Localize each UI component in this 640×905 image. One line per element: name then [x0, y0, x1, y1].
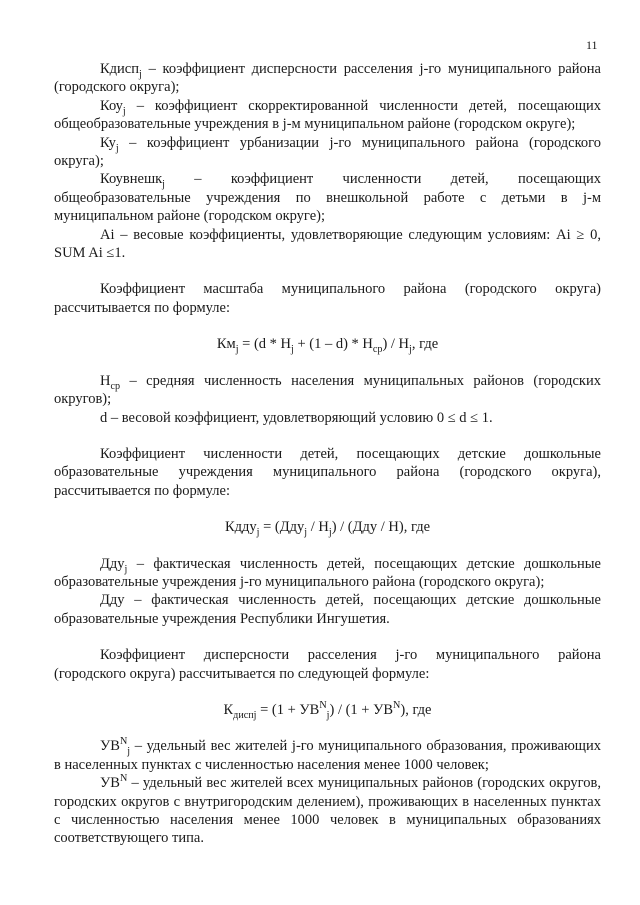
- definition-adjusted-count: Коу$_j$ – коэффициент скорректированной численности детей, посещающих общеобразовательные учреждения в j-м муниципальном районе (городском округе);: [54, 97, 601, 133]
- definition-dispersion: Кдисп$_j$ – коэффициент дисперсности расселения j-го муниципального района (городского округа);: [54, 61, 601, 96]
- formula-preschool: Кддy$_j$ = $(Дду_j / Н_j) / (Дду / Н)$, где: [224, 519, 431, 539]
- definition-share-all: $УВ^N$ – удельный вес жителей всех муниципальных районов (городских округов, городских округов с внутригородским делением), проживающих в населенных пунктах с численностью населения менее 1000 человек в муниципальных образованиях соответствующего типа.: [54, 773, 601, 847]
- page-number: 11: [586, 38, 598, 52]
- paragraph-scale-coefficient: Коэффициент масштаба муниципального района (городского округа) рассчитывается по формуле:: [54, 281, 601, 316]
- definition-average-population: $Н_{ср}$ – средняя численность населения муниципальных районов (городских округов);: [54, 372, 601, 408]
- definition-share-j: $УВ^N_j$ – удельный вес жителей j-го муниципального образования, проживающих в населенных пунктах с численностью населения менее 1000 человек;: [54, 736, 601, 773]
- formula-scale: $Км_j = (d * Н_j + (1 - d) * Н_{ср}) / Н_j$, где: [216, 336, 439, 356]
- definition-urbanization: $Ку_j$ – коэффициент урбанизации j-го муниципального района (городского округа);: [54, 134, 601, 170]
- definition-preschool-republic: Дду – фактическая численность детей, посещающих детские дошкольные образовательные учреждения Республики Ингушетия.: [54, 592, 601, 627]
- definition-preschool-j: Дду$_j$ – фактическая численность детей, посещающих детские дошкольные образовательные учреждения j-го муниципального района (городского округа);: [54, 555, 601, 590]
- definition-weights: Ai – весовые коэффициенты, удовлетворяющие следующим условиям: Ai ≥ 0, SUM Ai ≤1.: [54, 226, 601, 262]
- definition-d-weight: d – весовой коэффициент, удовлетворяющий условию 0 ≤ d ≤ 1.: [100, 409, 493, 426]
- definitions-block-1: [54, 60, 601, 262]
- document-body: [54, 60, 601, 848]
- formula-dispersion: $К_{диспj} = (1 + УВ^N_j) / (1 + УВ^N)$, где: [223, 700, 432, 721]
- paragraph-dispersion-coefficient: Коэффициент дисперсности расселения j-го муниципального района (городского округа) рассчитывается по следующей формуле:: [54, 647, 601, 682]
- definition-extracurricular: Коувнешк$_j$ – коэффициент численности детей, посещающих общеобразовательные учреждения по внешкольной работе с детьми в j-м муниципальном районе (городском округе);: [54, 171, 601, 225]
- paragraph-preschool-coefficient: Коэффициент численности детей, посещающих детские дошкольные образовательные учреждения муниципального района (городского округа), рассчитывается по формуле:: [54, 445, 601, 499]
